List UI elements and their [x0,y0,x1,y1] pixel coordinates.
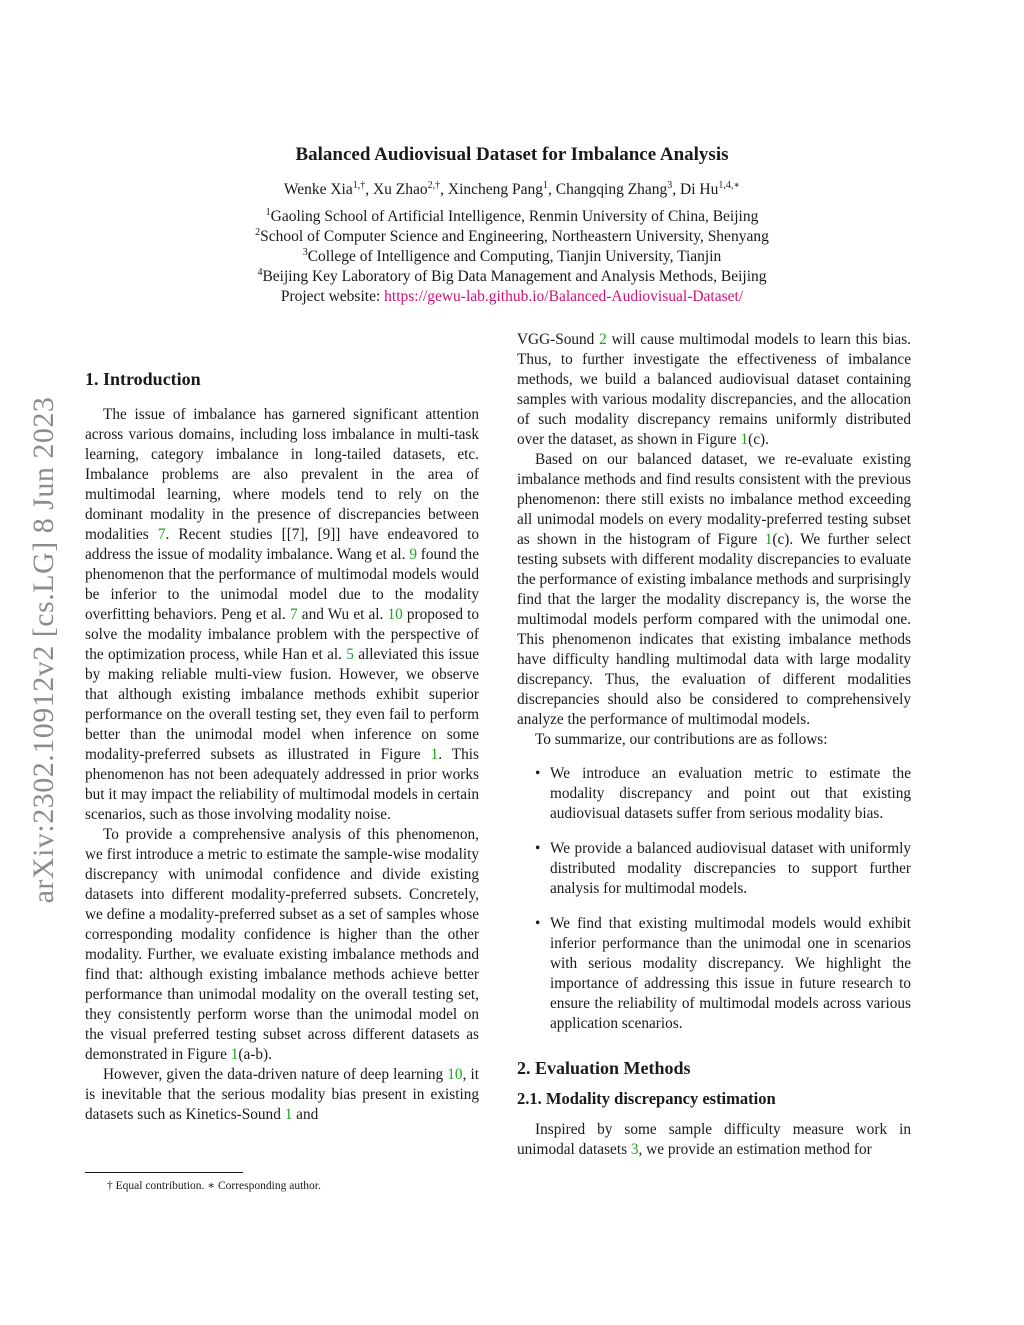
list-item [517,764,911,824]
body-paragraph: The issue of imbalance has garnered significant attention across various domains, including loss imbalance in multi-task learning, category imbalance in long-tailed datasets, etc. Imbalance problems are also prevalent in the area of multimodal learning, where models tend to rely on the dominant modality in the presence of discrepancies between modalities 7. Recent studies [[7], [9]] have endeavored to address the issue of modality imbalance. Wang et al. 9 found the phenomenon that the performance of multimodal models would be inferior to the unimodal model due to the modality overfitting behaviors. Peng et al. 7 and Wu et al. 10 proposed to solve the modality imbalance problem with the perspective of the optimization process, while Han et al. 5 alleviated this issue by making reliable multi-view fusion. However, we observe that although existing imbalance methods exhibit superior performance on the overall testing set, they even fail to perform better than the unimodal model when inference on some modality-preferred subsets as illustrated in Figure 1. This phenomenon has not been adequately addressed in prior works but it may impact the reliability of multimodal models in certain scenarios, such as those involving modality noise. [85,406,480,823]
affiliation [0,267,1024,287]
right-column [517,330,911,1160]
body-paragraph: To provide a comprehensive analysis of this phenomenon, we first introduce a metric to estimate the sample-wise modality discrepancy with unimodal confidence and divide existing datasets into different modality-preferred subsets. Concretely, we define a modality-preferred subset as a set of samples whose corresponding modality confidence is higher than the other modality. Further, we evaluate existing imbalance methods and find that: although existing imbalance methods achieve better performance than unimodal modality on the overall testing set, they consistently perform worse than the unimodal model on the visual preferred testing subset across different datasets as demonstrated in Figure 1(a-b). [85,826,479,1063]
project-label: Project website: [280,288,385,305]
section-heading-introduction: 1. Introduction [85,369,201,389]
author-list: Wenke Xia$^{1,\dagger}$, Xu Zhao$^{2,\dagger}$, Xincheng Pang$^1$, Changqing Zhang$^3$, Di $Hu^{1,4,∗}$ [283,179,741,198]
left-column [85,367,479,1125]
project-website [0,287,1024,307]
author-sup: 2,† [427,179,441,191]
affiliation [0,247,1024,267]
body-paragraph: Inspired by some sample difficulty measure work in unimodal datasets 3, we provide an estimation method for [517,1121,911,1158]
subsection-heading: 2.1. Modality discrepancy estimation [517,1089,776,1108]
affiliation-number: 4 [257,266,263,278]
citation-link[interactable]: 7 [290,606,298,623]
citation-link[interactable]: 9 [409,546,417,563]
body-paragraph: However, given the data-driven nature of deep learning 10, it is inevitable that the serious modality bias present in existing datasets such as Kinetics-Sound 1 and [85,1066,479,1123]
list-item-text: We find that existing multimodal models would exhibit inferior performance than the unimodal one in scenarios with serious modality discrepancy. We highlight the importance of addressing this issue in future research to ensure the reliability of multimodal models across various application scenarios. [550,915,911,1032]
author-sup: 1,† [352,179,366,191]
affiliation-text: School of Computer Science and Engineering, Northeastern University, Shenyang [260,228,769,245]
affiliation-text: Beijing Key Laboratory of Big Data Management and Analysis Methods, Beijing [262,268,767,285]
bullet-icon: • [535,915,541,932]
author-sup: 1,4,∗ [718,179,741,191]
citation-link[interactable]: 10 [387,606,403,623]
bullet-icon: • [535,840,541,857]
list-item [517,839,911,899]
citation-link[interactable]: 1 [430,746,439,763]
footnote-divider [85,1172,243,1173]
affiliation-text: College of Intelligence and Computing, Tianjin University, Tianjin [307,248,722,265]
list-item-text: We introduce an evaluation metric to estimate the modality discrepancy and point out that existing audiovisual datasets suffer from serious modality bias. [550,765,911,822]
author-name: Xu Zhao [372,181,428,198]
author-name: Wenke Xia [283,181,353,198]
list-item-text: We provide a balanced audiovisual dataset with uniformly distributed modality discrepancies to support further analysis for multimodal models. [550,840,911,897]
citation-link[interactable]: 2 [599,331,607,348]
affiliation-text: Gaoling School of Artificial Intelligence, Renmin University of China, Beijing [270,208,759,225]
author-name: Changqing Zhang [555,181,668,198]
affiliation [0,227,1024,247]
arxiv-identifier: arXiv:2302.10912v2 [cs.LG] 8 Jun 2023 [27,396,60,904]
affiliation [0,207,1024,227]
citation-link[interactable]: 1 [230,1046,239,1063]
paper-header [0,142,1024,307]
citation-link[interactable]: 5 [346,646,354,663]
affiliation-list [0,207,1024,307]
citation-link[interactable]: 7 [157,526,166,543]
bullet-icon: • [535,765,541,782]
citation-link[interactable]: 1 [740,431,749,448]
footnote: † Equal contribution. ∗ Corresponding author. [107,1180,321,1192]
affiliation-number: 2 [255,226,261,238]
list-item [517,914,911,1034]
body-paragraph: VGG-Sound 2 will cause multimodal models to learn this bias. Thus, to further investigate the effectiveness of imbalance methods, we build a balanced audiovisual dataset containing samples with various modality discrepancies, and the allocation of such modality discrepancy remains uniformly distributed over the dataset, as shown in Figure 1(c). [517,331,911,448]
citation-link[interactable]: 1 [284,1106,293,1123]
paper-title: Balanced Audiovisual Dataset for Imbalance Analysis [295,144,729,165]
author-name: Xincheng Pang [447,181,544,198]
author-sup: 1 [543,179,549,191]
contribution-list [517,764,911,1034]
affiliation-number: 3 [302,246,308,258]
citation-link[interactable]: 3 [630,1141,639,1158]
citation-link[interactable]: 1 [764,531,773,548]
citation-link[interactable]: 10 [447,1066,463,1083]
author-name: Di Hu [680,181,719,198]
section-heading-evaluation: 2. Evaluation Methods [517,1058,691,1078]
project-link[interactable]: https://gewu-lab.github.io/Balanced-Audiovisual-Dataset/ [384,288,744,305]
author-sup: 3 [667,179,673,191]
body-paragraph: To summarize, our contributions are as follows: [535,731,828,748]
affiliation-number: 1 [265,206,271,218]
body-paragraph: Based on our balanced dataset, we re-evaluate existing imbalance methods and find results consistent with the previous phenomenon: there still exists no imbalance method exceeding all unimodal models on every modality-preferred testing subset as shown in the histogram of Figure 1(c). We further select testing subsets with different modality discrepancies to evaluate the performance of existing imbalance methods and surprisingly find that the larger the modality discrepancy is, the worse the multimodal models perform compared with the unimodal one. This phenomenon indicates that existing imbalance methods have difficulty handling multimodal data with large modality discrepancy. Thus, the evaluation of different modalities discrepancies should also be considered to comprehensively analyze the performance of multimodal models. [517,451,911,728]
